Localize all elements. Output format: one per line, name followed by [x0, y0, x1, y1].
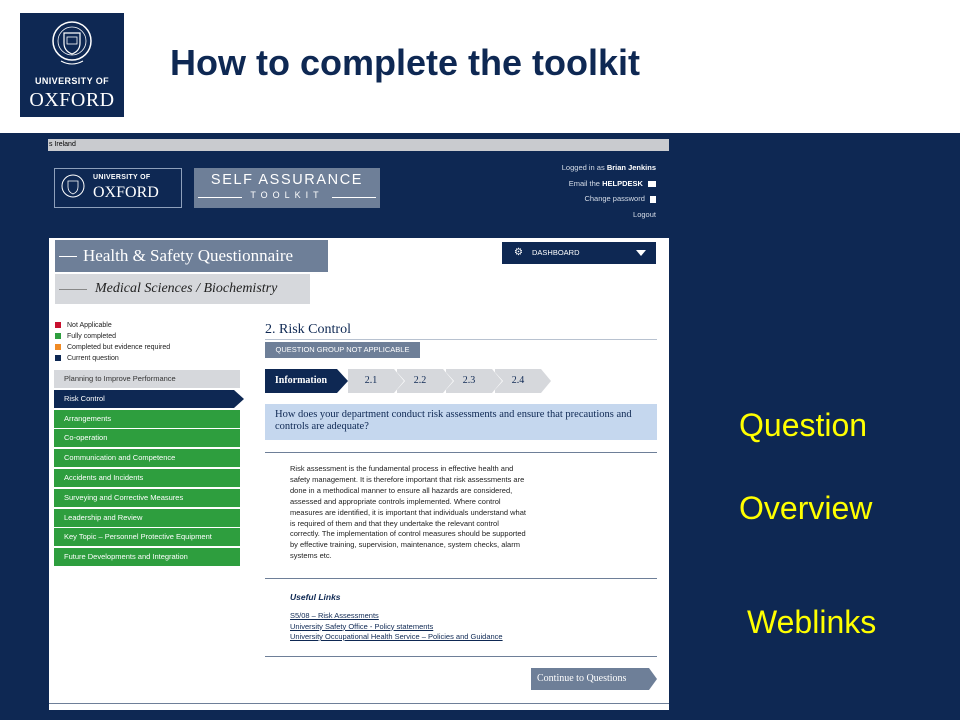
nav-item-planning[interactable]: Planning to Improve Performance [54, 370, 240, 388]
oxford-logo-line1: UNIVERSITY OF [34, 76, 110, 86]
overview-line: by effective training, supervision, maintenance, system checks, alarm [290, 540, 520, 550]
useful-links-list [290, 611, 503, 643]
legend-swatch [55, 344, 61, 350]
oxford-logo [20, 13, 124, 117]
change-password-label: Change password [584, 194, 645, 203]
site-oxford-logo[interactable] [54, 168, 182, 208]
site-logo-line2: OXFORD [93, 184, 159, 201]
overview-line: correctly. The implementation of control measures should be supported [290, 529, 526, 539]
logout-link[interactable]: Logout [633, 209, 656, 219]
overview-line: safety management. It is therefore important that risk assessments are [290, 474, 525, 484]
annotation-weblinks: Weblinks [747, 604, 877, 640]
link-occupational-health[interactable]: University Occupational Health Service – Policies and Guidance [290, 632, 503, 641]
legend-item [55, 353, 170, 364]
divider [265, 452, 657, 453]
helpdesk-link[interactable] [456, 176, 656, 192]
continue-to-questions-button[interactable]: Continue to Questions [531, 668, 649, 690]
annotation-overview: Overview [739, 490, 873, 526]
nav-item-communication[interactable]: Communication and Competence [54, 449, 240, 467]
logo-rule [332, 197, 376, 198]
tab-2-4[interactable]: 2.4 [495, 369, 541, 393]
gear-icon: ⚙ [514, 247, 523, 258]
logged-in-prefix: Logged in as [561, 163, 605, 172]
dashboard-dropdown[interactable] [502, 242, 656, 264]
logo-rule [198, 197, 242, 198]
legend-item [55, 331, 170, 342]
logged-in-status [456, 160, 656, 176]
overview-line: systems etc. [290, 551, 332, 561]
content-panel [49, 238, 669, 710]
nav-item-arrangements[interactable]: Arrangements [54, 410, 240, 428]
divider [265, 578, 657, 579]
department-subheading-text: Medical Sciences / Biochemistry [95, 281, 278, 296]
tab-2-3[interactable]: 2.3 [446, 369, 492, 393]
status-legend [55, 320, 170, 364]
self-assurance-toolkit-logo[interactable] [194, 168, 380, 208]
annotation-question: Question [739, 407, 868, 443]
change-password-link[interactable] [456, 191, 656, 207]
tab-information[interactable]: Information [265, 369, 337, 393]
legend-label: Completed but evidence required [67, 344, 171, 351]
overview-line: done in a methodical manner to ensure all hazards are considered, [290, 485, 513, 495]
legend-item [55, 320, 170, 331]
nav-item-leadership[interactable]: Leadership and Review [54, 509, 240, 527]
overview-line: Risk assessment is the fundamental process in effective health and [290, 464, 514, 473]
step-tabs [265, 369, 555, 393]
nav-item-future[interactable]: Future Developments and Integration [54, 548, 240, 566]
helpdesk-prefix: Email the [568, 178, 600, 188]
section-nav [54, 370, 240, 568]
slide-title: How to complete the toolkit [170, 42, 641, 83]
user-name: Brian Jenkins [606, 163, 656, 172]
toolkit-logo-line1: SELF ASSURANCE [210, 172, 364, 188]
envelope-icon [648, 181, 656, 187]
nav-item-co-operation[interactable]: Co-operation [54, 429, 240, 447]
tab-2-1[interactable]: 2.1 [348, 369, 394, 393]
nav-item-accidents[interactable]: Accidents and Incidents [54, 469, 240, 487]
questionnaire-heading-text: Health & Safety Questionnaire [83, 246, 294, 265]
nav-item-risk-control[interactable]: Risk Control [54, 390, 234, 408]
divider [49, 703, 669, 704]
department-subheading [55, 274, 310, 304]
divider [265, 656, 657, 657]
useful-links-heading: Useful Links [290, 592, 341, 602]
questionnaire-heading [55, 240, 328, 272]
question-text: How does your department conduct risk assessments and ensure that precautions and controls are adequate? [265, 404, 657, 440]
oxford-crest-icon [51, 19, 93, 69]
legend-swatch [55, 333, 61, 339]
link-safety-office-policy[interactable]: University Safety Office - Policy statements [290, 621, 434, 631]
tab-2-2[interactable]: 2.2 [397, 369, 443, 393]
overview-line: measures are identified, it is important that individuals understand what [290, 507, 526, 517]
overview-line: assessed and appropriate controls implemented. Where control [290, 496, 501, 506]
nav-item-surveying[interactable]: Surveying and Corrective Measures [54, 489, 240, 507]
oxford-logo-line2: OXFORD [29, 89, 115, 111]
section-title: 2. Risk Control [265, 322, 351, 337]
helpdesk-label: HELPDESK [602, 178, 643, 188]
legend-swatch [55, 322, 61, 328]
dashboard-label: DASHBOARD [532, 248, 580, 257]
chevron-down-icon [636, 250, 646, 256]
nav-item-ppe[interactable]: Key Topic – Personnel Protective Equipment [54, 528, 240, 546]
legend-label: Current question [67, 355, 119, 362]
divider [265, 339, 657, 340]
question-group-not-applicable-button[interactable]: QUESTION GROUP NOT APPLICABLE [265, 342, 420, 358]
user-links [456, 160, 656, 222]
address-bar[interactable]: s Ireland [48, 139, 669, 151]
lock-icon [650, 196, 656, 203]
legend-swatch [55, 355, 61, 361]
overview-line: is required of them and that they undertake the relevant control [290, 518, 499, 528]
subheading-rule [59, 289, 87, 290]
legend-label: Fully completed [67, 333, 117, 340]
link-risk-assessments[interactable]: S5/08 – Risk Assessments [290, 611, 379, 620]
oxford-crest-icon [61, 173, 85, 203]
overview-text [290, 464, 552, 562]
legend-item [55, 342, 170, 353]
heading-rule [59, 256, 77, 257]
legend-label: Not Applicable [67, 322, 112, 329]
site-logo-line1: UNIVERSITY OF [93, 174, 151, 181]
toolkit-screenshot [48, 139, 669, 710]
slide-header [0, 0, 960, 133]
toolkit-logo-line2: TOOLKIT [250, 190, 324, 200]
